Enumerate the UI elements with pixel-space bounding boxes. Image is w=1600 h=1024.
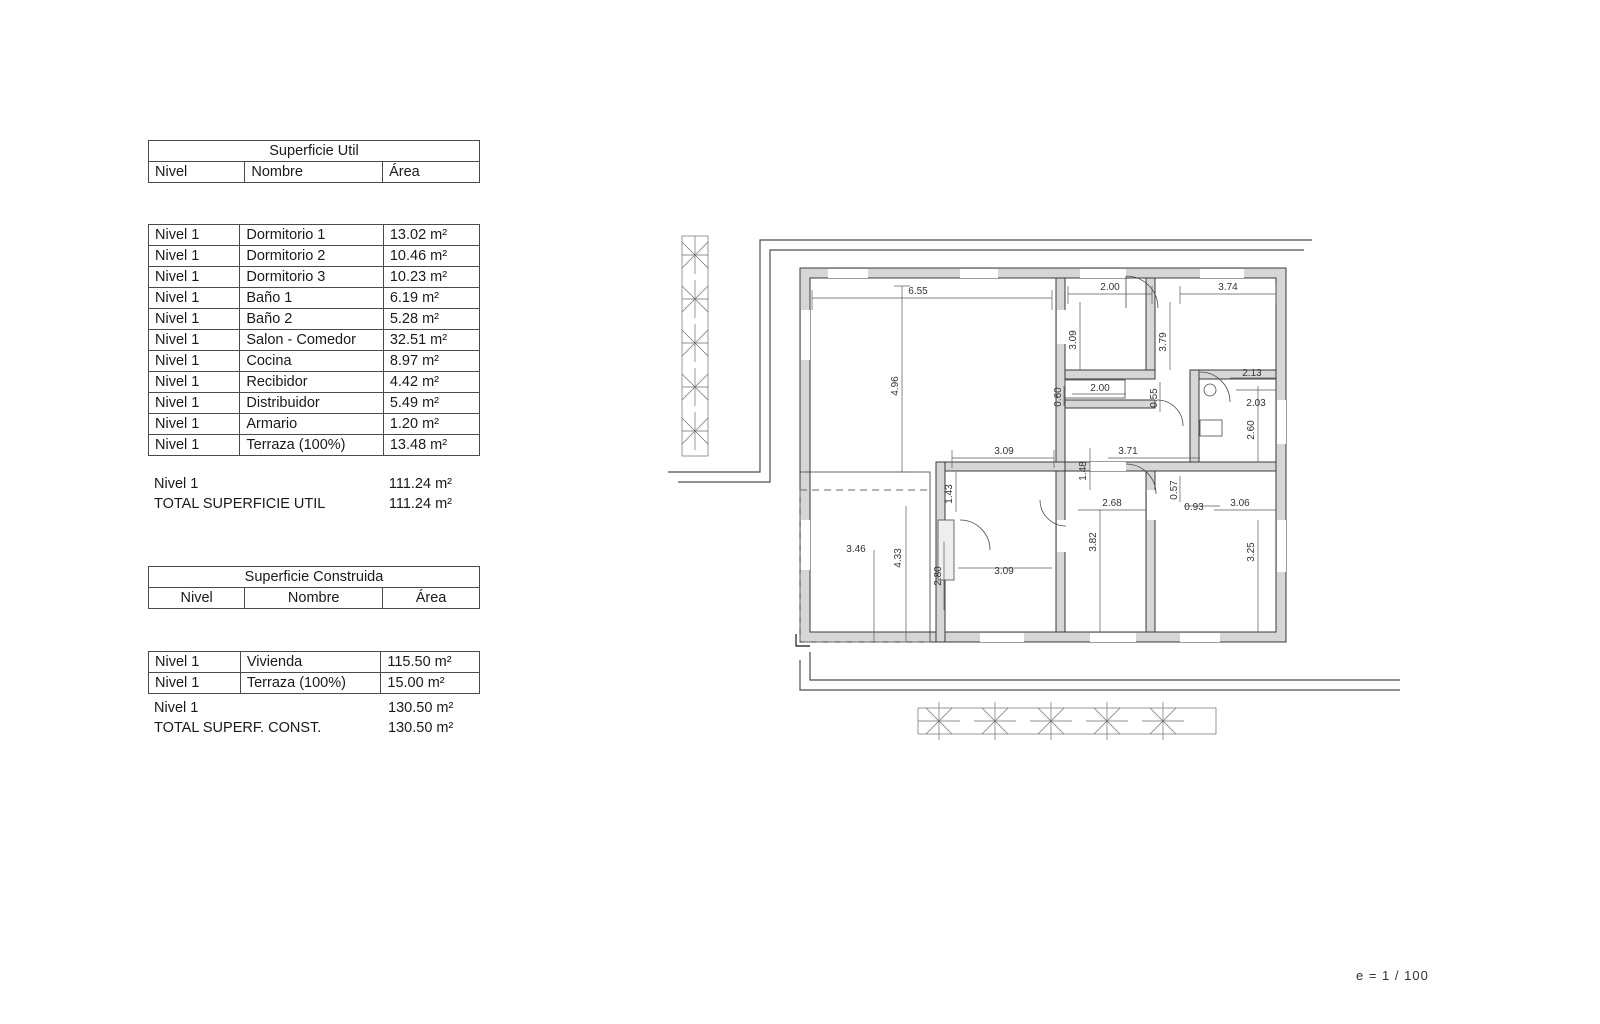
col-header-area: Área bbox=[383, 588, 480, 609]
dim-label: 3.46 bbox=[846, 544, 866, 555]
cell-area: 10.46 m² bbox=[383, 246, 479, 267]
table-row bbox=[149, 393, 480, 414]
dim-label: 0.93 bbox=[1184, 502, 1204, 513]
subtotal-nivel: Nivel 1 bbox=[154, 700, 199, 716]
subtotal-area: 130.50 m² bbox=[388, 700, 454, 716]
table-row bbox=[149, 267, 480, 288]
cell-area: 13.48 m² bbox=[383, 435, 479, 456]
superficie-construida-header-table bbox=[148, 566, 480, 609]
cell-nivel: Nivel 1 bbox=[149, 246, 240, 267]
cell-nombre: Dormitorio 1 bbox=[240, 225, 383, 246]
total-label: TOTAL SUPERF. CONST. bbox=[154, 720, 322, 736]
cell-area: 8.97 m² bbox=[383, 351, 479, 372]
cell-nombre: Dormitorio 3 bbox=[240, 267, 383, 288]
cell-area: 4.42 m² bbox=[383, 372, 479, 393]
cell-nombre: Salon - Comedor bbox=[240, 330, 383, 351]
subtotal-row bbox=[148, 474, 480, 494]
cell-nombre: Terraza (100%) bbox=[240, 673, 381, 694]
cell-nombre: Baño 1 bbox=[240, 288, 383, 309]
cell-area: 115.50 m² bbox=[381, 652, 480, 673]
table-row bbox=[149, 351, 480, 372]
superficie-construida-table bbox=[148, 651, 480, 694]
dim-label: 2.00 bbox=[1100, 282, 1120, 293]
superficie-util-header-table bbox=[148, 140, 480, 183]
table-title-row bbox=[149, 567, 480, 588]
dim-label: 2.13 bbox=[1242, 368, 1262, 379]
dim-label: 3.25 bbox=[1246, 542, 1257, 562]
terrace-outline bbox=[800, 490, 930, 642]
total-row bbox=[148, 494, 480, 514]
col-header-nombre: Nombre bbox=[245, 162, 383, 183]
cell-nombre: Dormitorio 2 bbox=[240, 246, 383, 267]
cell-nivel: Nivel 1 bbox=[149, 673, 241, 694]
subtotal-row bbox=[148, 698, 480, 718]
dim-label: 1.48 bbox=[1078, 461, 1089, 481]
dim-label: 2.60 bbox=[1246, 420, 1257, 440]
table-row bbox=[149, 435, 480, 456]
scale-note: e = 1 / 100 bbox=[1356, 968, 1429, 983]
table-title-row bbox=[149, 141, 480, 162]
cell-nombre: Vivienda bbox=[240, 652, 381, 673]
cell-nivel: Nivel 1 bbox=[149, 351, 240, 372]
superficie-util-totals bbox=[148, 474, 480, 514]
dim-label: 3.82 bbox=[1088, 532, 1099, 552]
table-row bbox=[149, 246, 480, 267]
dim-label: 0.55 bbox=[1149, 388, 1160, 408]
subtotal-area: 111.24 m² bbox=[388, 476, 452, 492]
cell-area: 6.19 m² bbox=[383, 288, 479, 309]
floor-plan-drawing bbox=[660, 190, 1400, 810]
dim-label: 4.33 bbox=[893, 548, 904, 568]
dim-label: 2.00 bbox=[1090, 383, 1110, 394]
house-walls bbox=[800, 268, 1286, 642]
cell-nivel: Nivel 1 bbox=[149, 330, 240, 351]
total-row bbox=[148, 718, 480, 738]
cell-nivel: Nivel 1 bbox=[149, 393, 240, 414]
table-row bbox=[149, 673, 480, 694]
cell-nivel: Nivel 1 bbox=[149, 372, 240, 393]
total-area: 130.50 m² bbox=[388, 720, 454, 736]
dim-label: 3.09 bbox=[994, 566, 1014, 577]
dim-label: 4.96 bbox=[890, 376, 901, 396]
dim-label: 3.79 bbox=[1158, 332, 1169, 352]
cell-nombre: Terraza (100%) bbox=[240, 435, 383, 456]
table-header-row bbox=[149, 588, 480, 609]
col-header-nivel: Nivel bbox=[149, 588, 245, 609]
dim-label: 6.55 bbox=[908, 286, 928, 297]
cell-nivel: Nivel 1 bbox=[149, 309, 240, 330]
cell-nivel: Nivel 1 bbox=[149, 414, 240, 435]
vegetation-hedge-left bbox=[682, 236, 708, 456]
cell-nivel: Nivel 1 bbox=[149, 288, 240, 309]
table-row bbox=[149, 372, 480, 393]
cell-nivel: Nivel 1 bbox=[149, 435, 240, 456]
dim-label: 3.06 bbox=[1230, 498, 1250, 509]
total-area: 111.24 m² bbox=[388, 496, 452, 512]
dim-label: 1.43 bbox=[944, 484, 955, 504]
total-label: TOTAL SUPERFICIE UTIL bbox=[154, 496, 326, 512]
cell-nombre: Recibidor bbox=[240, 372, 383, 393]
cell-nombre: Distribuidor bbox=[240, 393, 383, 414]
dim-label: 2.03 bbox=[1246, 398, 1266, 409]
cell-nombre: Baño 2 bbox=[240, 309, 383, 330]
cell-nivel: Nivel 1 bbox=[149, 267, 240, 288]
subtotal-nivel: Nivel 1 bbox=[154, 476, 199, 492]
vegetation-hedge-bottom bbox=[918, 702, 1216, 740]
dim-label: 3.74 bbox=[1218, 282, 1238, 293]
cell-area: 10.23 m² bbox=[383, 267, 479, 288]
cell-nivel: Nivel 1 bbox=[149, 652, 241, 673]
superficie-construida-title: Superficie Construida bbox=[149, 567, 480, 588]
cell-area: 1.20 m² bbox=[383, 414, 479, 435]
superficie-util-title: Superficie Util bbox=[149, 141, 480, 162]
dim-label: 0.57 bbox=[1169, 480, 1180, 500]
table-header-row bbox=[149, 162, 480, 183]
cell-nombre: Cocina bbox=[240, 351, 383, 372]
cell-area: 32.51 m² bbox=[383, 330, 479, 351]
dim-label: 0.60 bbox=[1053, 387, 1064, 407]
superficie-util-table bbox=[148, 224, 480, 456]
table-row bbox=[149, 288, 480, 309]
dim-label: 2.68 bbox=[1102, 498, 1122, 509]
col-header-area: Área bbox=[383, 162, 480, 183]
dim-label: 3.09 bbox=[994, 446, 1014, 457]
cell-area: 13.02 m² bbox=[383, 225, 479, 246]
dim-label: 3.09 bbox=[1068, 330, 1079, 350]
dim-label: 2.80 bbox=[933, 566, 944, 586]
dim-label: 3.71 bbox=[1118, 446, 1138, 457]
cell-nombre: Armario bbox=[240, 414, 383, 435]
col-header-nombre: Nombre bbox=[245, 588, 383, 609]
table-row bbox=[149, 309, 480, 330]
table-row bbox=[149, 225, 480, 246]
cell-nivel: Nivel 1 bbox=[149, 225, 240, 246]
superficie-construida-totals bbox=[148, 698, 480, 738]
col-header-nivel: Nivel bbox=[149, 162, 245, 183]
table-row bbox=[149, 652, 480, 673]
table-row bbox=[149, 330, 480, 351]
cell-area: 5.28 m² bbox=[383, 309, 479, 330]
table-row bbox=[149, 414, 480, 435]
cell-area: 15.00 m² bbox=[381, 673, 480, 694]
cell-area: 5.49 m² bbox=[383, 393, 479, 414]
